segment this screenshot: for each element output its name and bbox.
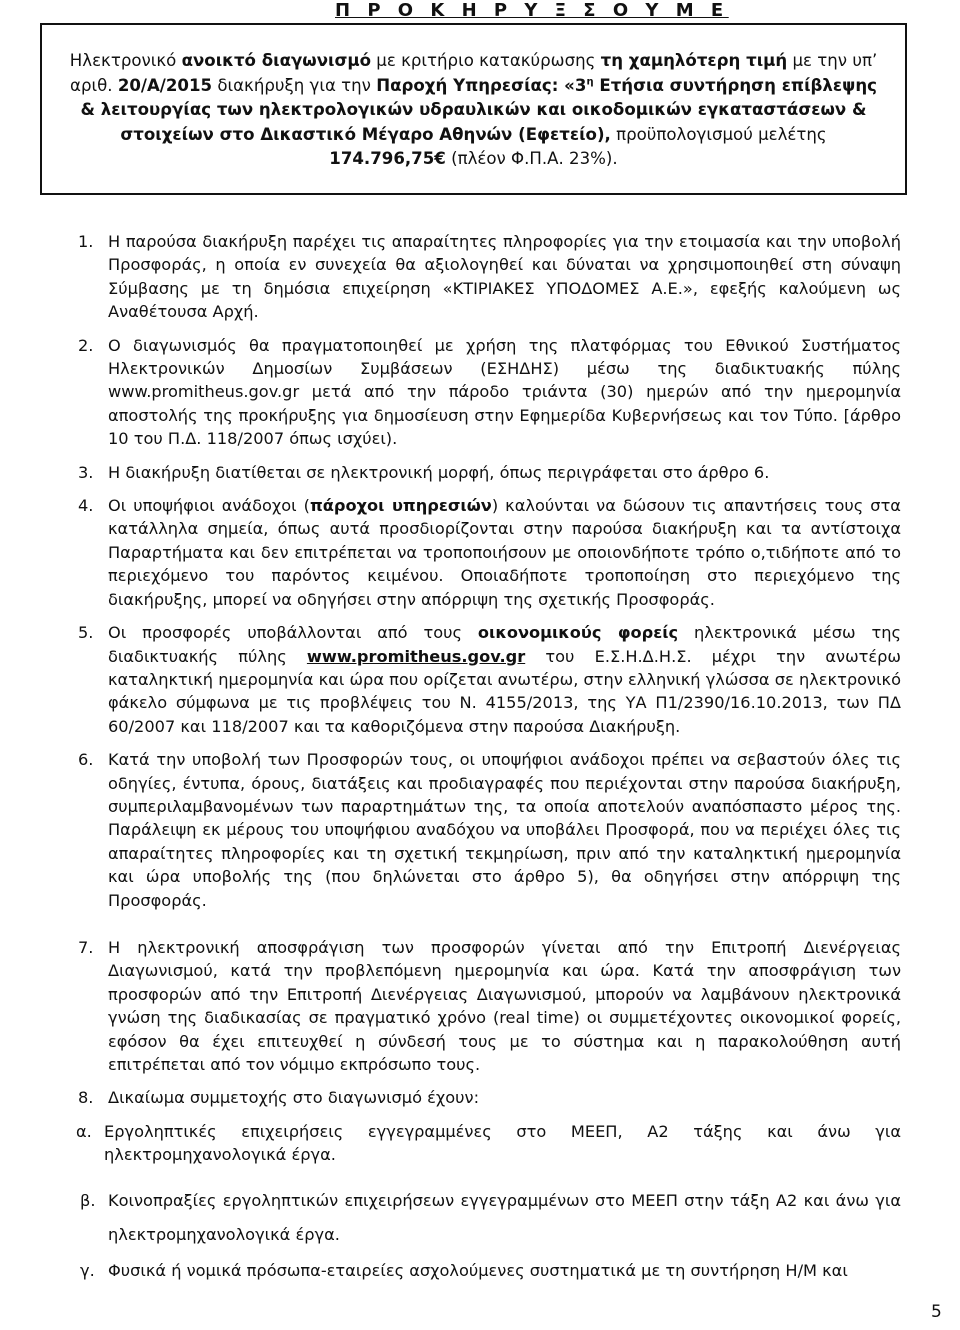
announcement-box	[40, 23, 907, 195]
box-superscript: η	[586, 75, 594, 87]
item-text: Η παρούσα διακήρυξη παρέχει τις απαραίτητες πληροφορίες για την ετοιμασία και την υποβολή Προσφοράς, η οποία εν συνεχεία θα αξιολογηθεί και δύναται να χρησιμοποιηθεί στη σύναψη Σύμβασης με τη δημόσια επιχείρηση «ΚΤΙΡΙΑΚΕΣ ΥΠΟΔΟΜΕΣ Α.Ε.», εφεξής καλούμενη ως Αναθέτουσα Αρχή.	[108, 232, 901, 322]
item-text-a: Οι υποψήφιοι ανάδοχοι (	[108, 496, 310, 516]
box-bold-1: ανοικτό διαγωνισμό	[181, 51, 372, 70]
box-text-3: με την υπ’ αριθ.	[70, 51, 878, 95]
list-item-3	[78, 461, 901, 484]
item-text: Κατά την υποβολή των Προσφορών τους, οι υποψήφιοι ανάδοχοι πρέπει να σεβαστούν όλες τις οδηγίες, έντυπα, όρους, διατάξεις και προδιαγραφές που περιέχονται στην παρούσα διακήρυξη, συμπεριλαμβανομένων των παραρτημάτων της, τα οποία αποτελούν αναπόσπαστο μέρος της. Παράλειψη εκ μέρους του υποψήφιου αναδόχου να υποβάλει Προσφορά, που να περιέχει όλες τις απαραίτητες πληροφορίες και τη σχετική τεκμηρίωση, πριν από την καταληκτική ημερομηνία και ώρα υποβολής της (που δηλώνεται στο άρθρο 5), θα οδηγήσει στην απόρριψη της Προσφοράς.	[108, 750, 901, 910]
item-number: 7.	[78, 937, 94, 957]
item-text: Δικαίωμα συμμετοχής στο διαγωνισμό έχουν:	[108, 1088, 480, 1108]
item-text-bold: πάροχοι υπηρεσιών	[309, 496, 492, 516]
item-text-bold: οικονομικούς φορείς	[477, 623, 679, 643]
document-title: Π Ρ Ο Κ Η Ρ Υ Ξ Σ Ο Υ Μ Ε	[335, 0, 729, 21]
promitheus-link[interactable]: www.promitheus.gov.gr	[306, 646, 526, 666]
sub-item-text: Φυσικά ή νομικά πρόσωπα-εταιρείες ασχολούμενες συστηματικά με τη συντήρηση Η/Μ και	[108, 1260, 848, 1280]
item-number: 8.	[78, 1088, 94, 1108]
list-item-1	[78, 230, 901, 324]
item-text-c: ) καλούνται να δώσουν τις απαντήσεις τους στα κατάλληλα σημεία, όπως αυτά προσδιορίζονται στην παρούσα διακήρυξη και τα αντίστοιχα Παραρτήματα και δεν επιτρέπεται να τροποποιήσουν με οποιονδήποτε τρόπο ο,τιδήποτε από το περιεχόμενο του παρόντος κειμένου. Οποιαδήποτε τροποποίηση στο περιεχόμενο της διακήρυξης, μπορεί να οδηγήσει στην απόρριψη της σχετικής Προσφοράς.	[108, 496, 901, 609]
sub-item-letter: α.	[76, 1121, 92, 1141]
page-number: 5	[931, 1302, 942, 1322]
sub-item-text: Εργοληπτικές επιχειρήσεις εγγεγραμμένες στο ΜΕΕΠ, Α2 τάξης και άνω για ηλεκτρομηχανολογικά έργα.	[104, 1121, 901, 1165]
sub-item-letter: β.	[80, 1190, 96, 1210]
list-item-2	[78, 334, 901, 451]
item-text: Ο διαγωνισμός θα πραγματοποιηθεί με χρήση της πλατφόρμας του Εθνικού Συστήματος Ηλεκτρονικών Δημοσίων Συμβάσεων (ΕΣΗΔΗΣ) μέσω της διαδικτυακής πύλης www.promitheus.gov.gr μετά από την πάροδο τριάντα (30) ημερών από την ημερομηνία αποστολής της προκήρυξης για δημοσίευση στην Εφημερίδα Κυβερνήσεως και τον Τύπο. [άρθρο 10 του Π.Δ. 118/2007 όπως ισχύει).	[108, 335, 901, 449]
box-bold-5: Ετήσια συντήρηση επίβλεψης & λειτουργίας των ηλεκτρολογικών υδραυλικών και οικοδομικών εγκαταστάσεων & στοιχείων στο Δικαστικό Μέγαρο Αθηνών (Εφετείο),	[80, 75, 877, 144]
box-bold-6: 174.796,75€	[329, 149, 446, 168]
box-text-4: διακήρυξη για την	[212, 75, 377, 95]
sub-item-text: Κοινοπραξίες εργοληπτικών επιχειρήσεων εγγεγραμμένων στο ΜΕΕΠ στην τάξη Α2 και άνω για ηλεκτρομηχανολογικά έργα.	[108, 1190, 901, 1244]
item-number: 1.	[78, 232, 94, 251]
box-bold-3: 20/Α/2015	[117, 75, 213, 95]
box-text-6: (πλέον Φ.Π.Α. 23%).	[445, 149, 618, 168]
box-bold-4: Παροχή Υπηρεσίας: «3	[376, 75, 587, 95]
box-text-2: με κριτήριο κατακύρωσης	[371, 51, 601, 70]
item-text-c: ηλεκτρονικά μέσω της διαδικτυακής πύλης	[108, 623, 902, 666]
box-bold-2: τη χαμηλότερη τιμή	[600, 51, 788, 70]
item-number: 6.	[78, 750, 94, 770]
list-item-7	[78, 936, 901, 1076]
item-number: 4.	[78, 496, 94, 516]
sub-item-c	[80, 1259, 901, 1282]
sub-item-letter: γ.	[80, 1260, 95, 1280]
item-text-a: Οι προσφορές υποβάλλονται από τους	[108, 623, 478, 643]
list-item-8	[78, 1086, 901, 1109]
sub-item-a	[76, 1120, 901, 1167]
list-item-4	[78, 494, 901, 611]
item-number: 3.	[78, 462, 94, 482]
item-text: Η ηλεκτρονική αποσφράγιση των προσφορών γίνεται από την Επιτροπή Διενέργειας Διαγωνισμού, κατά την προβλεπόμενη ημερομηνία και ώρα. Κατά την αποσφράγιση των προσφορών από την Επιτροπή Διενέργειας Διαγωνισμού, μπορούν να λαμβάνουν ηλεκτρονικά γνώση της διαδικασίας σε πραγματικό χρόνο (real time) οι συμμετέχοντες οικονομικοί φορείς, εφόσον θα έχει επιτευχθεί η σύνδεσή τους με το σύστημα και η παρακολούθηση αυτή επιτρέπεται από τον νόμιμο εκπρόσωπο τους.	[108, 937, 901, 1074]
list-item-6	[78, 748, 901, 912]
item-text: Η διακήρυξη διατίθεται σε ηλεκτρονική μορφή, όπως περιγράφεται στο άρθρο 6.	[108, 462, 770, 482]
item-number: 2.	[78, 335, 94, 355]
box-text-5: προϋπολογισμού μελέτης	[610, 124, 827, 144]
box-text-1: Ηλεκτρονικό	[69, 51, 182, 70]
sub-item-b	[80, 1184, 901, 1252]
item-text-e: του Ε.Σ.Η.Δ.Η.Σ. μέχρι την ανωτέρω καταληκτική ημερομηνία και ώρα που ορίζεται ανωτέρω, στην ελληνική γλώσσα σε ηλεκτρονικό φάκελο σύμφωνα με τις προβλέψεις του Ν. 4155/2013, της ΥΑ Π1/2390/16.10.2013, των ΠΔ 60/2007 και 118/2007 και τα καθοριζόμενα στην παρούσα Διακήρυξη.	[108, 646, 901, 736]
list-item-5	[78, 621, 901, 738]
numbered-list	[78, 230, 901, 1282]
item-number: 5.	[78, 623, 94, 643]
